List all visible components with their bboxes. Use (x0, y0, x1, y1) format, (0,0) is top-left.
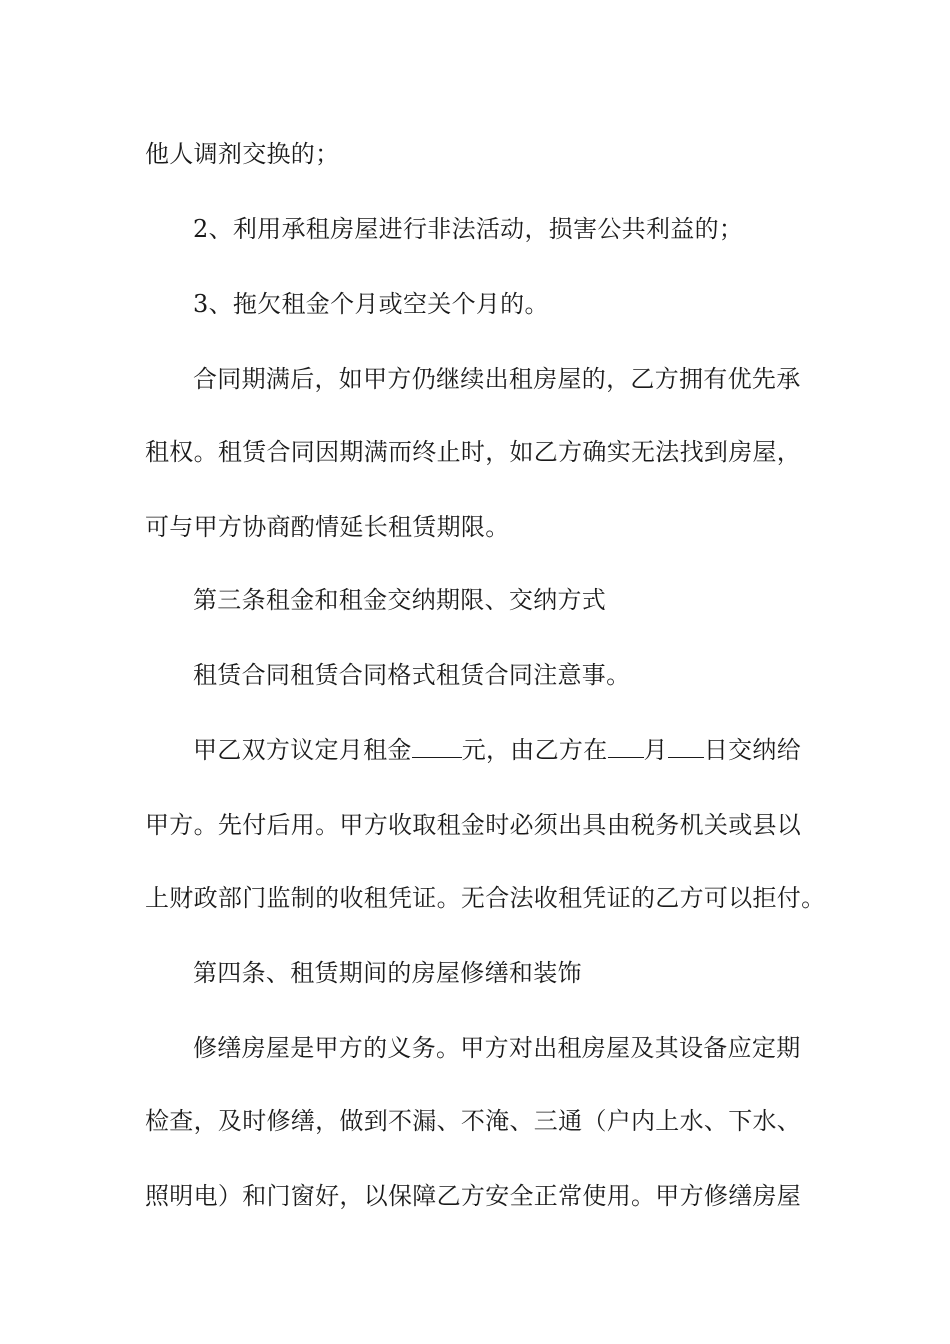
day-blank (668, 735, 704, 758)
rent-text-segment: 甲乙双方议定月租金 (193, 736, 412, 764)
text-line: 修缮房屋是甲方的义务。甲方对出租房屋及其设备应定期 (193, 1034, 801, 1062)
month-blank (608, 735, 644, 758)
text-line: 租赁合同租赁合同格式租赁合同注意事。 (193, 661, 631, 689)
text-line: 上财政部门监制的收租凭证。无合法收租凭证的乙方可以拒付。 (145, 884, 826, 912)
rent-terms-line (193, 734, 863, 766)
text-line: 合同期满后，如甲方仍继续出租房屋的，乙方拥有优先承 (193, 365, 801, 393)
rent-amount-blank (412, 735, 462, 758)
rent-text-segment: 月 (643, 736, 668, 764)
section-heading: 第三条租金和租金交纳期限、交纳方式 (193, 586, 607, 614)
rent-text-segment: 日交纳给 (703, 736, 802, 764)
text-line: 照明电）和门窗好，以保障乙方安全正常使用。甲方修缮房屋 (145, 1182, 802, 1210)
rent-text-segment: 元，由乙方在 (461, 736, 608, 764)
text-line: 检查，及时修缮，做到不漏、不淹、三通（户内上水、下水、 (145, 1107, 802, 1135)
text-line: 甲方。先付后用。甲方收取租金时必须出具由税务机关或县以 (145, 811, 802, 839)
text-line: 租权。租赁合同因期满而终止时，如乙方确实无法找到房屋， (145, 438, 802, 466)
text-line: 可与甲方协商酌情延长租赁期限。 (145, 513, 510, 541)
text-line: 3、拖欠租金个月或空关个月的。 (193, 290, 549, 318)
text-line: 他人调剂交换的； (145, 140, 340, 168)
text-line: 2、利用承租房屋进行非法活动，损害公共利益的； (193, 215, 744, 243)
section-heading: 第四条、租赁期间的房屋修缮和装饰 (193, 959, 582, 987)
